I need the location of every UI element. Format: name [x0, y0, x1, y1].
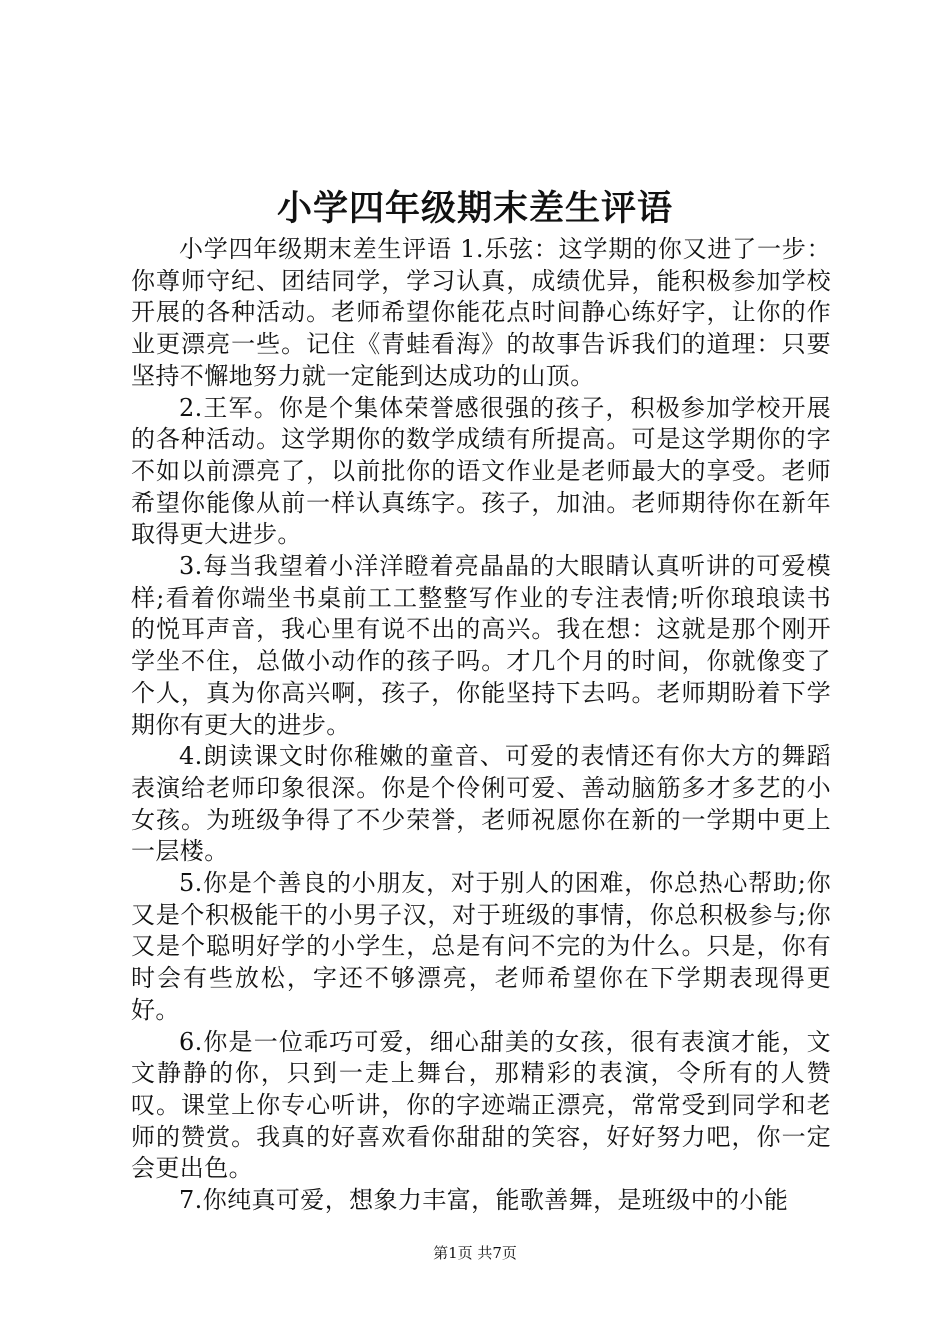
paragraph-5: 5.你是个善良的小朋友，对于别人的困难，你总热心帮助;你又是个积极能干的小男子汉，对于班级的事情，你总积极参与;你又是个聪明好学的小学生，总是有问不完的为什么。只是，你有时会有些放松，字还不够漂亮，老师希望你在下学期表现得更好。 — [131, 869, 831, 1024]
document-body — [131, 234, 831, 1217]
paragraph-6: 6.你是一位乖巧可爱，细心甜美的女孩，很有表演才能，文文静静的你，只到一走上舞台，那精彩的表演，令所有的人赞叹。课堂上你专心听讲，你的字迹端正漂亮，常常受到同学和老师的赞赏。我真的好喜欢看你甜甜的笑容，好好努力吧，你一定会更出色。 — [131, 1027, 831, 1183]
document-title: 小学四年级期末差生评语 — [276, 188, 673, 229]
paragraph-3: 3.每当我望着小洋洋瞪着亮晶晶的大眼睛认真听讲的可爱模样;看着你端坐书桌前工工整整写作业的专注表情;听你琅琅读书的悦耳声音，我心里有说不出的高兴。我在想：这就是那个刚开学坐不住，总做小动作的孩子吗。才几个月的时间，你就像变了个人，真为你高兴啊，孩子，你能坚持下去吗。老师期盼着下学期你有更大的进步。 — [131, 552, 831, 739]
page-footer: 第1页 共7页 — [433, 1244, 517, 1262]
paragraph-1: 小学四年级期末差生评语 1.乐弦：这学期的你又进了一步：你尊师守纪、团结同学，学习认真，成绩优异，能积极参加学校开展的各种活动。老师希望你能花点时间静心练好字，让你的作业更漂亮一些。记住《青蛙看海》的故事告诉我们的道理：只要坚持不懈地努力就一定能到达成功的山顶。 — [131, 235, 831, 390]
paragraph-4: 4.朗读课文时你稚嫩的童音、可爱的表情还有你大方的舞蹈表演给老师印象很深。你是个伶俐可爱、善动脑筋多才多艺的小女孩。为班级争得了不少荣誉，老师祝愿你在新的一学期中更上一层楼。 — [131, 742, 831, 866]
paragraph-2: 2.王军。你是个集体荣誉感很强的孩子，积极参加学校开展的各种活动。这学期你的数学成绩有所提高。可是这学期你的字不如以前漂亮了，以前批你的语文作业是老师最大的享受。老师希望你能像从前一样认真练字。孩子，加油。老师期待你在新年取得更大进步。 — [131, 393, 831, 549]
paragraph-7: 7.你纯真可爱，想象力丰富，能歌善舞，是班级中的小能 — [179, 1186, 789, 1215]
